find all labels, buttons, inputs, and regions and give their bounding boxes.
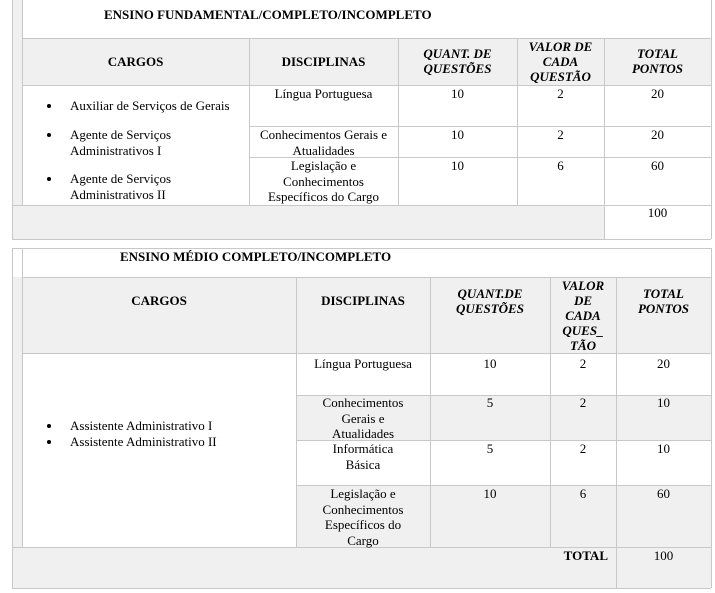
table2-total: 10 <box>657 441 670 456</box>
table1-valor: 6 <box>557 158 564 173</box>
table2-disciplina: Legislação e Conhecimentos Específicos do Cargo <box>322 486 404 548</box>
table1-quant: 10 <box>451 127 464 142</box>
bullet-icon <box>47 133 51 137</box>
table2-left-strip <box>12 277 22 547</box>
bullet-icon <box>47 177 51 181</box>
table2-title: ENSINO MÉDIO COMPLETO/INCOMPLETO <box>120 249 392 264</box>
table1-cargo: Agente de Serviços Administrativos I <box>70 127 172 158</box>
table1-total: 20 <box>651 86 664 101</box>
table1-valor: 2 <box>557 86 564 101</box>
table2-valor: 2 <box>579 356 587 371</box>
table2-valor: 2 <box>579 441 587 456</box>
table2-total: 60 <box>657 486 670 501</box>
table2-cargo: Assistente Administrativo I <box>70 418 213 433</box>
table1-total: 20 <box>651 127 664 142</box>
table2-header-valor: VALOR DE CADA QUES_ TÃO <box>561 278 605 353</box>
table1-quant: 10 <box>451 158 464 173</box>
table1-title: ENSINO FUNDAMENTAL/COMPLETO/INCOMPLETO <box>104 7 432 22</box>
table2-quant: 10 <box>483 486 497 501</box>
table1-header-cargos: CARGOS <box>107 54 164 69</box>
table1-header-valor: VALOR DE CADA QUESTÃO <box>528 39 593 84</box>
table1-grand-total: 100 <box>647 205 668 220</box>
table1-quant: 10 <box>451 86 464 101</box>
bullet-icon <box>47 104 51 108</box>
table2-header-disciplinas: DISCIPLINAS <box>321 293 405 308</box>
table1-cargo: Agente de Serviços Administrativos II <box>70 171 172 202</box>
table1-disciplina: Conhecimentos Gerais e Atualidades <box>259 127 388 158</box>
table2-grand-total: 100 <box>653 548 674 563</box>
table1-disciplina: Língua Portuguesa <box>274 86 373 101</box>
table1-total: 60 <box>651 158 664 173</box>
table2-cargo: Assistente Administrativo II <box>70 434 217 449</box>
table2-total: 20 <box>657 356 670 371</box>
table2-header-cargos: CARGOS <box>131 293 187 308</box>
table2-header-quant: QUANT.DE QUESTÕES <box>456 286 524 316</box>
table2-total: 10 <box>657 395 670 410</box>
table1-disciplina: Legislação e Conhecimentos Específicos do Cargo <box>268 158 379 204</box>
table1-header-total: TOTAL PONTOS <box>631 46 684 76</box>
table1-cargo: Auxiliar de Serviços de Gerais <box>70 98 230 113</box>
table2-disciplina: Informática Básica <box>332 441 394 472</box>
table2-quant: 5 <box>486 395 494 410</box>
table2-valor: 2 <box>579 395 587 410</box>
bullet-icon <box>47 440 51 444</box>
table1-header-quant: QUANT. DE QUESTÕES <box>423 46 492 76</box>
table2-quant: 5 <box>486 441 494 456</box>
table1-left-strip <box>12 0 22 205</box>
table2-total-label: TOTAL <box>563 548 608 563</box>
table1-valor: 2 <box>557 127 564 142</box>
table2-quant: 10 <box>483 356 497 371</box>
table1-header-disciplinas: DISCIPLINAS <box>281 54 366 69</box>
table1-footer-row <box>12 205 605 239</box>
bullet-icon <box>47 424 51 428</box>
table2-disciplina: Conhecimentos Gerais e Atualidades <box>322 395 404 441</box>
table2-valor: 6 <box>579 486 587 501</box>
table2-disciplina: Língua Portuguesa <box>314 356 412 371</box>
table2-header-total: TOTAL PONTOS <box>637 286 690 316</box>
